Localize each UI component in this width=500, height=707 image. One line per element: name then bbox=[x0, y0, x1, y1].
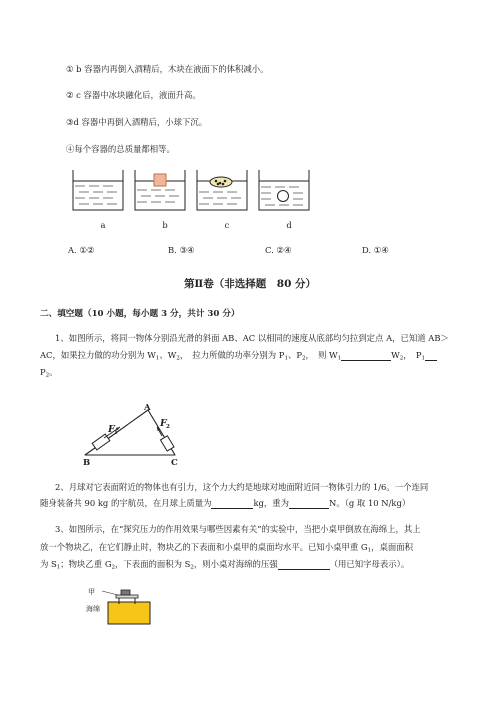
q2-blank-mass[interactable] bbox=[211, 499, 253, 509]
part-title: 第Ⅱ卷（非选择题 80 分） bbox=[183, 278, 317, 290]
q1-line3: $P_2$。 bbox=[40, 367, 58, 379]
force-f2-label: F bbox=[160, 418, 167, 429]
svg-text:1: 1 bbox=[114, 430, 118, 436]
beaker-b bbox=[135, 170, 185, 210]
incline-figure bbox=[78, 402, 188, 468]
statement-2: ② c 容器中冰块融化后，液面升高。 bbox=[66, 90, 201, 100]
q3-line1: 3、如图所示，在“探究压力的作用效果与哪些因素有关”的实验中，当把小桌甲倒放在海绵上，其上 bbox=[55, 524, 421, 534]
table-jia-label: 甲 bbox=[88, 588, 95, 596]
point-c-label: C bbox=[171, 458, 178, 468]
q2-blank-weight[interactable] bbox=[289, 499, 329, 509]
beaker-a bbox=[73, 170, 123, 210]
section-title: 二、填空题（10 小题，每小题 3 分，共计 30 分） bbox=[40, 309, 240, 319]
statement-3: ③d 容器中再倒入酒精后，小球下沉。 bbox=[66, 117, 208, 127]
option-d: D. ①④ bbox=[362, 245, 389, 255]
q3-blank-pressure[interactable] bbox=[278, 560, 330, 570]
q3-line3: 为 $S_1$；物块乙重 $G_2$，下表面的面积为 $S_2$，则小桌对海绵的压强 （用已知字母表示）。 bbox=[40, 559, 410, 571]
statement-1: ① b 容器内再倒入酒精后，木块在液面下的体积减小。 bbox=[66, 64, 269, 74]
point-b-label: B bbox=[83, 458, 91, 468]
statement-4: ④每个容器的总质量都相等。 bbox=[66, 144, 175, 154]
option-a: A. ①② bbox=[68, 245, 95, 255]
sponge-label: 海绵 bbox=[86, 605, 100, 613]
option-b: B. ③④ bbox=[168, 245, 195, 255]
beaker-label-b: b bbox=[162, 220, 168, 230]
beaker-label-d: d bbox=[286, 220, 292, 230]
force-f1-label: F bbox=[108, 424, 115, 435]
q1-blank-p[interactable] bbox=[425, 351, 437, 361]
svg-text:2: 2 bbox=[166, 424, 170, 430]
q1-blank-w[interactable] bbox=[341, 351, 391, 361]
q3-line2: 放一个物块乙，在它们静止时，物块乙的下表面和小桌甲的桌面均水平。已知小桌甲重 $G_1$，桌面面积 bbox=[40, 542, 413, 554]
beakers-figure bbox=[66, 166, 316, 216]
q1-line1: 1、如图所示，将同一物体分别沿光滑的斜面 AB、AC 以相同的速度从底部均匀拉到定点 A，已知道 AB＞ bbox=[55, 333, 449, 343]
q2-line2: 随身装备共 90 kg 的宇航员，在月球上质量为 kg，重为 N。（g 取 10 N/kg） bbox=[40, 498, 411, 508]
sponge-figure bbox=[88, 585, 154, 629]
beaker-d bbox=[259, 170, 309, 210]
q2-line1: 2、月球对它表面附近的物体也有引力，这个力大约是地球对地面附近同一物体引力的 1/6。一个连同 bbox=[55, 482, 429, 492]
beaker-label-c: c bbox=[224, 220, 230, 230]
beaker-label-a: a bbox=[100, 220, 106, 230]
beaker-c bbox=[197, 170, 247, 210]
option-c: C. ②④ bbox=[265, 245, 292, 255]
q1-line2: AC，如果拉力做的功分别为 $W_1$、$W_2$， 拉力所做的功率分别为 $P_1$、$P_2$， 则 $W_1$ $W_2$， $P_1$ bbox=[40, 350, 437, 361]
point-a-label: A bbox=[144, 403, 151, 413]
